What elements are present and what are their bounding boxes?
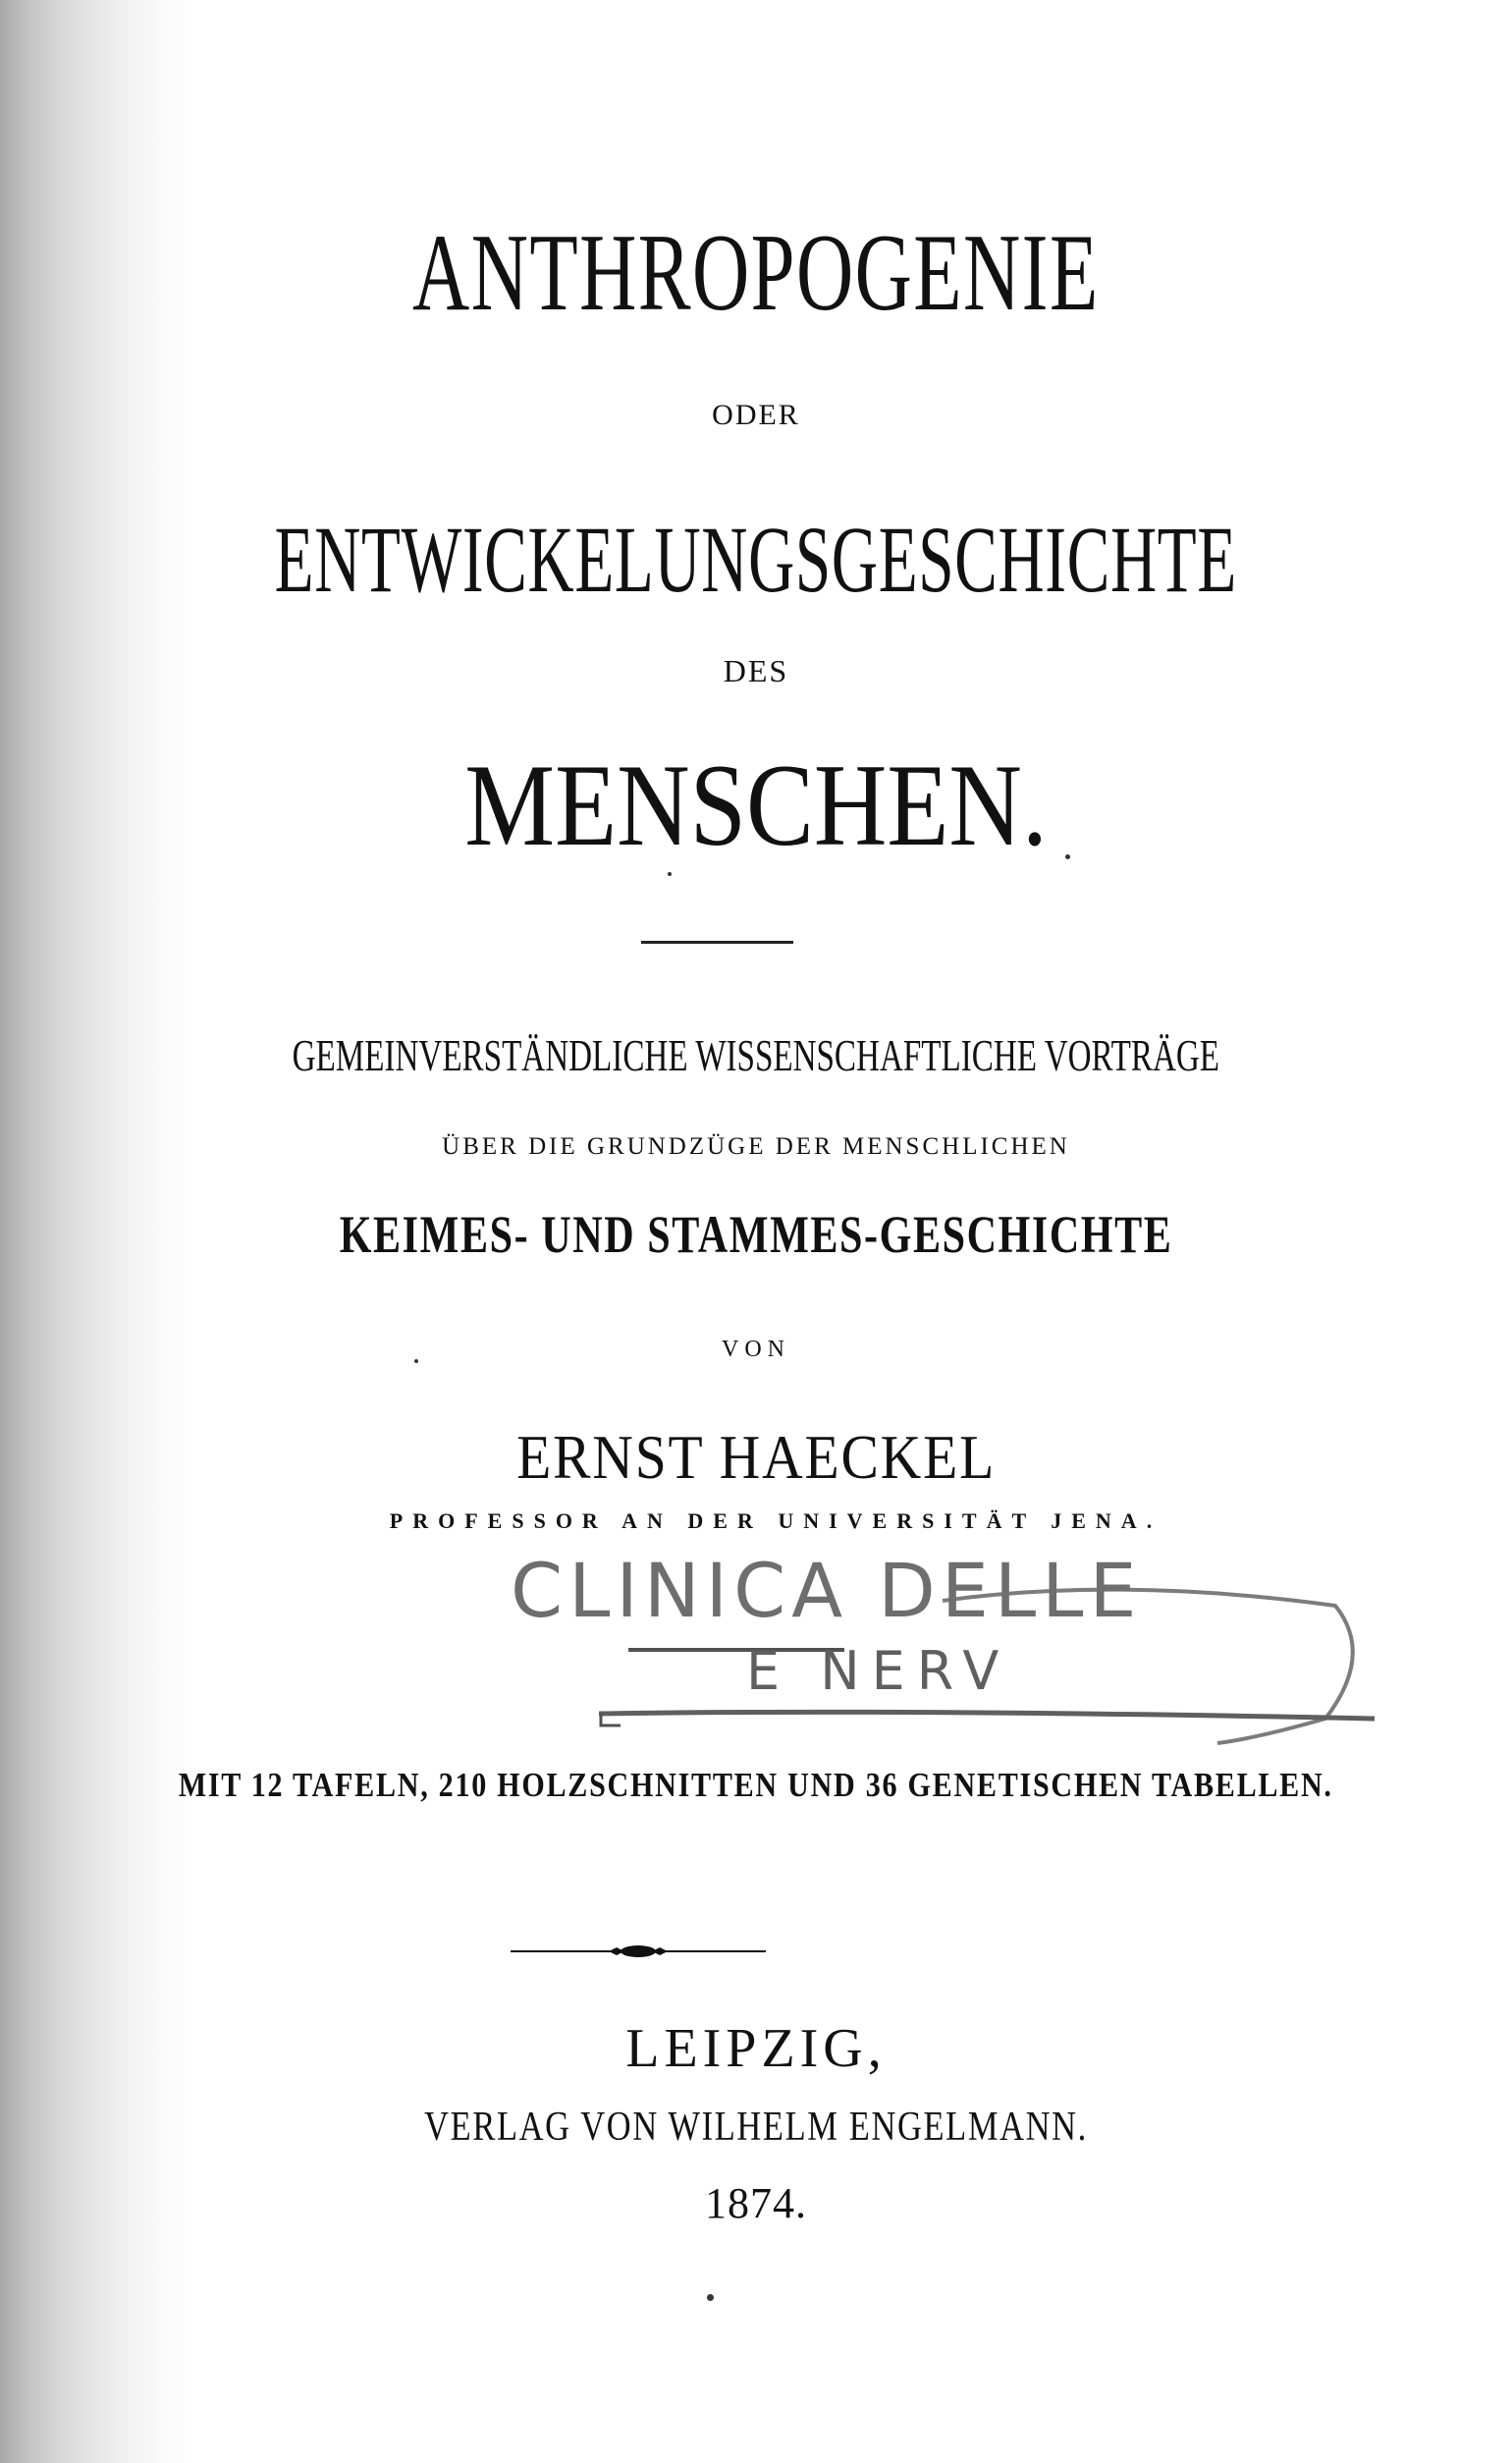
description-line-3-text: KEIMES- UND STAMMES-GESCHICHTE [339,1205,1173,1264]
book-title-menschen-text: MENSCHEN. [464,739,1048,870]
illustrations-note-text: MIT 12 TAFELN, 210 HOLZSCHNITTEN UND 36 GENETISCHEN TABELLEN. [179,1766,1333,1804]
author-name-text: ERNST HAECKEL [516,1422,996,1492]
illustrations-note [0,1768,1512,1802]
publisher [0,2107,1512,2148]
description-line-2: ÜBER DIE GRUNDZÜGE DER MENSCHLICHEN [442,1133,1070,1160]
preposition-von: VON [722,1337,790,1362]
publication-place: LEIPZIG, [625,2018,887,2079]
book-title-menschen [0,739,1512,870]
ink-speck [414,1359,418,1363]
ink-speck [707,2294,714,2301]
book-title-text: ANTHROPOGENIE [412,212,1100,334]
book-subtitle-text: ENTWICKELUNGSGESCHICHTE [274,507,1238,612]
ink-speck [668,872,672,876]
description-line-3 [0,1205,1512,1264]
book-subtitle [0,507,1512,612]
stamp-line-2: E NERV [746,1640,1011,1702]
description-line-1-text: GEMEINVERSTÄNDLICHE WISSENSCHAFTLICHE VORTRÄGE [292,1030,1220,1080]
article-des: DES [723,653,789,688]
author-name [0,1422,1512,1492]
publisher-text: VERLAG VON WILHELM ENGELMANN. [424,2105,1088,2150]
author-affiliation: PROFESSOR AN DER UNIVERSITÄT JENA. [389,1508,1162,1533]
ink-speck [1065,854,1070,859]
publication-year: 1874. [705,2179,807,2227]
conjunction-oder: ODER [712,399,800,431]
book-title [0,212,1512,334]
library-stamp [511,1547,1375,1763]
description-line-1 [0,1030,1512,1080]
ornamental-rule [511,1940,766,1963]
divider-rule [641,941,793,944]
stamp-line-1: CLINICA DELLE [511,1547,1143,1634]
